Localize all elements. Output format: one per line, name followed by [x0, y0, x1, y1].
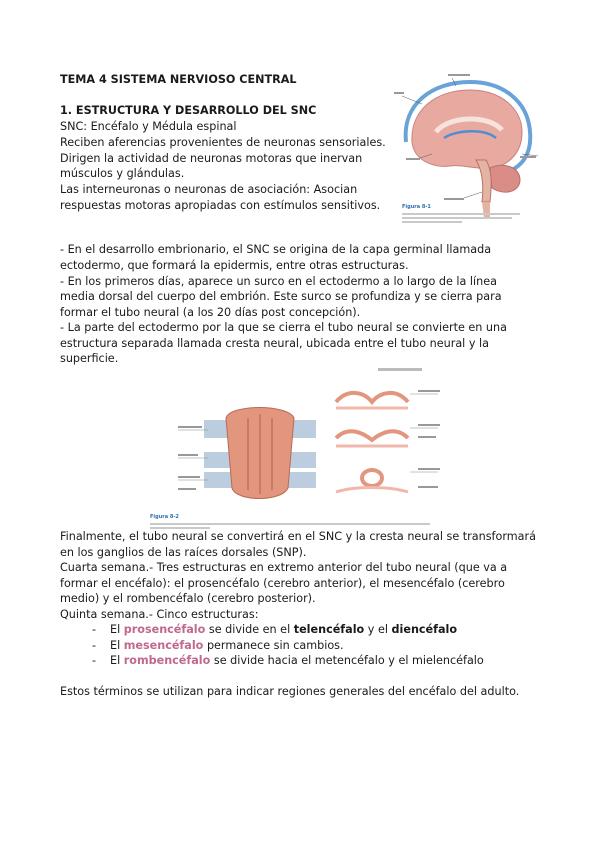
term-mesencefalo: mesencéfalo: [123, 639, 204, 652]
para1-line: media dorsal del cuerpo del embrión. Este surco se profundiza y se cierra para: [60, 290, 502, 303]
para1-line: estructura separada llamada cresta neural, ubicada entre el tubo neural y la: [60, 337, 489, 350]
figure2-caption-label: Figura 8-2: [150, 514, 179, 520]
para1-line: - En el desarrollo embrionario, el SNC se origina de la capa germinal llamada: [60, 243, 492, 256]
para2-line: Quinta semana.- Cinco estructuras:: [60, 608, 259, 621]
intro-line: Reciben aferencias provenientes de neuronas sensoriales.: [60, 136, 386, 149]
intro-line: SNC: Encéfalo y Médula espinal: [60, 120, 237, 133]
para2-line: Finalmente, el tubo neural se convertirá en el SNC y la cresta neural se transformará: [60, 530, 536, 543]
bullet-item: El mesencéfalo permanece sin cambios.: [110, 639, 344, 652]
para1-line: - La parte del ectodermo por la que se cierra el tubo neural se convierte en una: [60, 321, 507, 334]
para1-line: formar el tubo neural (a los 20 días post concepción).: [60, 306, 361, 319]
para1-line: - En los primeros días, aparece un surco en el ectodermo a lo largo de la línea: [60, 275, 497, 288]
bullet-dash: -: [92, 623, 97, 636]
section-heading: 1. ESTRUCTURA Y DESARROLLO DEL SNC: [60, 104, 317, 117]
intro-line: músculos y glándulas.: [60, 167, 185, 180]
para2-line: medio) y el rombencéfalo (cerebro posterior).: [60, 592, 316, 605]
intro-line: respuestas motoras apropiadas con estímulos sensitivos.: [60, 199, 381, 212]
intro-line: Dirigen la actividad de neuronas motoras que inervan: [60, 152, 363, 165]
closing-line: Estos términos se utilizan para indicar regiones generales del encéfalo del adulto.: [60, 685, 520, 698]
term-prosencefalo: prosencéfalo: [123, 623, 206, 636]
bullet-item: El rombencéfalo se divide hacia el metencéfalo y el mielencéfalo: [110, 654, 484, 667]
para2-line: en los ganglios de las raíces dorsales (SNP).: [60, 546, 307, 559]
cerebrum: [412, 90, 522, 168]
bullet-item: El prosencéfalo se divide en el telencéfalo y el diencéfalo: [110, 623, 458, 636]
para2-line: Cuarta semana.- Tres estructuras en extremo anterior del tubo neural (que va a: [60, 561, 508, 574]
neural-groove: [336, 431, 408, 440]
neural-tube: [362, 470, 382, 486]
term-diencefalo: diencéfalo: [391, 623, 458, 636]
para1-line: ectodermo, que formará la epidermis, entre otras estructuras.: [60, 259, 409, 272]
doc-title: TEMA 4 SISTEMA NERVIOSO CENTRAL: [60, 73, 297, 86]
figure2-caption: [150, 503, 440, 529]
term-telencefalo: telencéfalo: [293, 623, 365, 636]
term-rombencefalo: rombencéfalo: [123, 654, 211, 667]
para1-line: superficie.: [60, 352, 119, 365]
para2-line: formar el encéfalo): el prosencéfalo (cerebro anterior), el mesencéfalo (cerebro: [60, 577, 505, 590]
bullet-dash: -: [92, 639, 97, 652]
bullet-dash: -: [92, 654, 97, 667]
neural-fold: [336, 393, 408, 402]
figure1-caption: [402, 193, 530, 223]
cerebellum: [490, 165, 520, 192]
figure1-caption-label: Figura 8-1: [402, 204, 431, 210]
intro-line: Las interneuronas o neuronas de asociación: Asocian: [60, 183, 358, 196]
